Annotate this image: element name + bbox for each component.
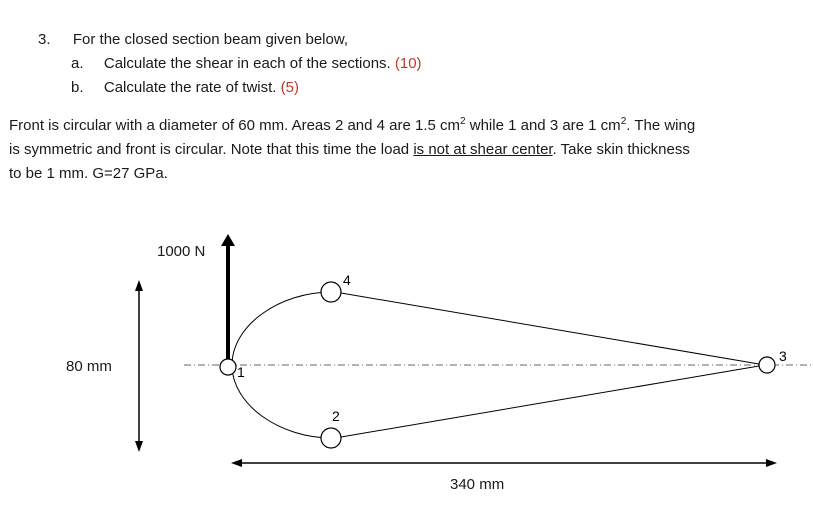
description-line-2-a: is symmetric and front is circular. Note that this time the load: [9, 141, 414, 158]
superscript-1: 2: [460, 116, 466, 127]
boom-2: [321, 428, 341, 448]
description-line-1-b: while 1 and 3 are 1 cm: [465, 117, 621, 134]
part-a-letter: a.: [71, 55, 84, 72]
length-arrow-right: [766, 459, 777, 467]
height-arrow-top: [135, 280, 143, 291]
description-line-1-c: . The wing: [626, 117, 696, 134]
part-a-text: Calculate the shear in each of the sections.: [103, 55, 391, 72]
description-line-1-a: Front is circular with a diameter of 60 mm. Areas 2 and 4 are 1.5 cm: [9, 117, 461, 134]
boom-label-1: 1: [237, 364, 245, 380]
boom-3: [759, 357, 775, 373]
question-stem-text: For the closed section beam given below,: [72, 31, 349, 48]
boom-label-3: 3: [779, 348, 787, 364]
description-line-2-b: . Take skin thickness: [552, 141, 690, 158]
part-b-letter: b.: [71, 79, 84, 96]
part-b-text: Calculate the rate of twist.: [103, 79, 277, 96]
underlined-phrase: is not at shear center: [413, 141, 553, 158]
boom-1: [220, 359, 236, 375]
part-a-marks: (10): [394, 55, 422, 72]
boom-label-2: 2: [332, 408, 340, 424]
lower-skin: [341, 366, 759, 437]
description-line-3-text: to be 1 mm. G=27 GPa.: [9, 165, 168, 182]
part-b-marks: (5): [280, 79, 299, 96]
load-label: 1000 N: [157, 243, 206, 260]
length-arrow-left: [231, 459, 242, 467]
length-label: 340 mm: [450, 476, 505, 493]
superscript-2: 2: [620, 116, 627, 127]
upper-skin: [341, 293, 759, 364]
boom-4: [321, 282, 341, 302]
height-label: 80 mm: [66, 358, 112, 375]
height-arrow-bottom: [135, 441, 143, 452]
question-number: 3.: [38, 31, 51, 48]
boom-label-4: 4: [343, 272, 351, 288]
load-arrow-head: [221, 234, 235, 246]
